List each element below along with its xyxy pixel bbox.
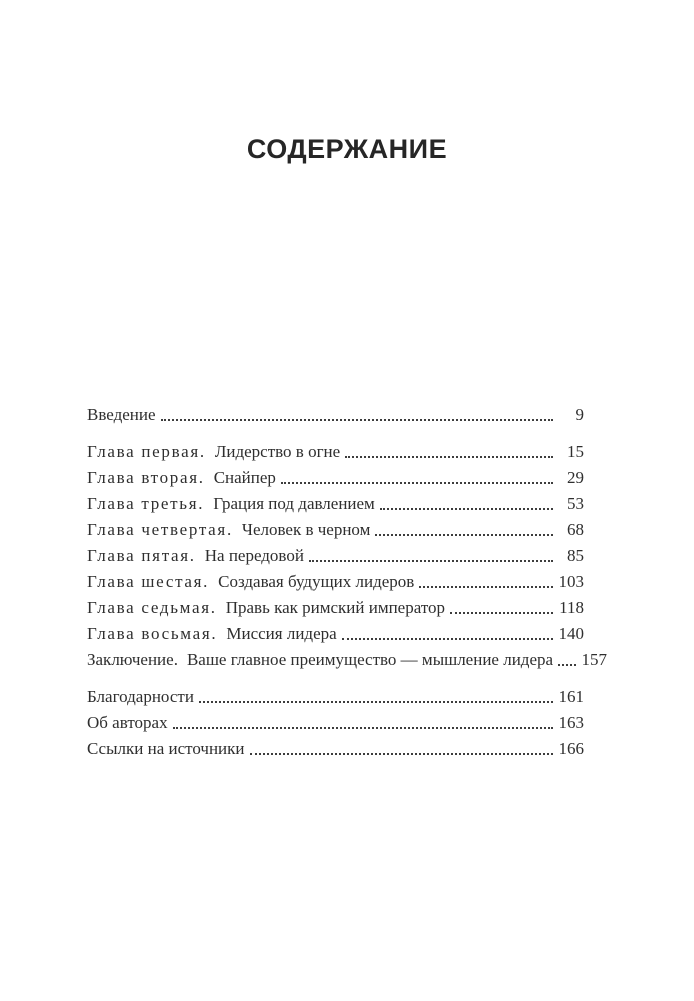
toc-entry-chapter: Глава первая. (87, 442, 206, 461)
toc-entry-page-number: 68 (567, 520, 584, 539)
toc-entry-title: Снайпер (213, 468, 276, 487)
toc-entry-page-number: 103 (558, 572, 584, 591)
dot-leader (342, 638, 553, 640)
toc-entry-chapter: Глава восьмая. (87, 624, 218, 643)
toc-entry-page-number: 53 (567, 494, 584, 513)
toc-entry-page-number: 161 (558, 687, 584, 706)
toc-entry-title: Создавая будущих лидеров (218, 572, 415, 591)
toc-entry-page-number: 166 (558, 739, 584, 758)
toc-entry (87, 647, 608, 673)
dot-leader (558, 664, 576, 666)
toc-entry-title: Ссылки на источники (87, 739, 245, 758)
toc-entry (87, 543, 584, 569)
toc-entry-page-number: 118 (559, 598, 584, 617)
dot-leader (419, 586, 553, 588)
toc-entry-chapter: Глава пятая. (87, 546, 196, 565)
toc-entry (87, 439, 584, 465)
toc-entry (87, 710, 584, 736)
toc-entry (87, 491, 584, 517)
toc-entry-chapter: Заключение. (87, 650, 178, 669)
toc-entry-page-number: 29 (567, 468, 584, 487)
dot-leader (450, 612, 553, 614)
toc-section-chapters (87, 439, 608, 673)
toc-entry-title: Об авторах (87, 713, 168, 732)
toc-entry-chapter: Глава вторая. (87, 468, 205, 487)
dot-leader (199, 701, 553, 703)
toc-entry-page-number: 140 (558, 624, 584, 643)
toc-entry (87, 595, 584, 621)
toc-entry-title: Человек в черном (241, 520, 371, 539)
toc-entry-title: Введение (87, 405, 156, 424)
dot-leader (380, 508, 553, 510)
toc-entry-page-number: 163 (558, 713, 584, 732)
toc-entry (87, 569, 584, 595)
toc-entry (87, 684, 584, 710)
toc-entry-title: Миссия лидера (226, 624, 337, 643)
toc-entry-title: Грация под давлением (213, 494, 375, 513)
table-of-contents (87, 402, 608, 762)
dot-leader (345, 456, 553, 458)
toc-section-backmatter (87, 684, 584, 762)
dot-leader (309, 560, 553, 562)
toc-entry-chapter: Глава третья. (87, 494, 205, 513)
dot-leader (161, 419, 553, 421)
toc-entry-title: Правь как римский император (225, 598, 446, 617)
toc-entry-chapter: Глава четвертая. (87, 520, 233, 539)
dot-leader (375, 534, 553, 536)
toc-entry-chapter: Глава шестая. (87, 572, 210, 591)
dot-leader (173, 727, 553, 729)
toc-entry-title: Лидерство в огне (214, 442, 341, 461)
toc-entry-title: На передовой (204, 546, 304, 565)
toc-entry-title: Благодарности (87, 687, 194, 706)
toc-entry (87, 621, 584, 647)
toc-entry-page-number: 9 (575, 405, 584, 424)
toc-entry (87, 465, 584, 491)
toc-entry (87, 517, 584, 543)
toc-entry (87, 402, 584, 428)
toc-entry-page-number: 15 (567, 442, 584, 461)
toc-section-intro (87, 402, 584, 428)
toc-entry-chapter: Глава седьмая. (87, 598, 217, 617)
toc-entry-page-number: 85 (567, 546, 584, 565)
toc-entry-page-number: 157 (581, 650, 608, 669)
dot-leader (250, 753, 553, 755)
dot-leader (281, 482, 553, 484)
toc-entry (87, 736, 584, 762)
toc-entry-title: Ваше главное преимущество — мышление лидера (186, 650, 554, 669)
page-title: СОДЕРЖАНИЕ (246, 134, 448, 164)
